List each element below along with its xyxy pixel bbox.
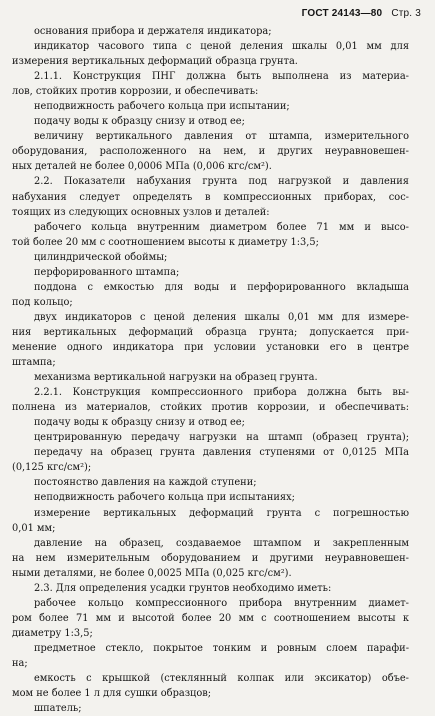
text-line: перфорированного штампа; bbox=[34, 266, 180, 278]
text-line: лов, стойких против коррозии, и обеспечивать: bbox=[12, 86, 259, 98]
text-line: менение одного индикатора при условии установки его в центре bbox=[12, 341, 409, 353]
text-line: ния вертикальных деформаций образца грунта; допускается при- bbox=[12, 326, 409, 338]
page-header bbox=[302, 8, 421, 19]
text-line: поддона с емкостью для воды и перфорированного вкладыша bbox=[34, 281, 409, 293]
text-line: неподвижность рабочего кольца при испытании; bbox=[34, 101, 290, 113]
text-line: ными деталями, не более 0,0025 МПа (0,025 кгс/см²). bbox=[12, 567, 292, 579]
text-line: неподвижность рабочего кольца при испытаниях; bbox=[34, 492, 295, 504]
text-line: мом не более 1 л для сушки образцов; bbox=[12, 688, 212, 700]
text-line: на; bbox=[12, 657, 28, 669]
text-line: цилиндрической обоймы; bbox=[34, 251, 168, 263]
text-line: 2.1.1. Конструкция ПНГ должна быть выполнена из материа- bbox=[34, 71, 409, 83]
text-line: набухания следует определять в компрессионных приборах, сос- bbox=[12, 191, 409, 203]
text-line: (0,125 кгс/см²); bbox=[12, 462, 92, 474]
text-line: под кольцо; bbox=[12, 296, 73, 308]
text-line: ных деталей не более 0,0006 МПа (0,006 кгс/см²). bbox=[12, 161, 272, 173]
text-line: двух индикаторов с ценой деления шкалы 0,01 мм для измере- bbox=[34, 311, 409, 323]
text-line: на нем измерительным оборудованием и другими неуравновешен- bbox=[12, 552, 409, 564]
text-line: 0,01 мм; bbox=[12, 522, 56, 534]
text-line: передачу на образец грунта давления ступенями от 0,0125 МПа bbox=[34, 447, 409, 459]
text-line: индикатор часового типа с ценой деления шкалы 0,01 мм для bbox=[34, 41, 409, 53]
text-line: подачу воды к образцу снизу и отвод ее; bbox=[34, 417, 245, 429]
body-text bbox=[12, 24, 409, 716]
text-line: измерения вертикальных деформаций образца грунта. bbox=[12, 56, 298, 68]
text-line: 2.2.1. Конструкция компрессионного прибора должна быть вы- bbox=[34, 387, 409, 399]
text-line: рабочего кольца внутренним диаметром более 71 мм и высо- bbox=[34, 221, 409, 233]
text-line: измерение вертикальных деформаций грунта с погрешностью bbox=[34, 507, 409, 519]
text-line: подачу воды к образцу снизу и отвод ее; bbox=[34, 116, 245, 128]
text-line: центрированную передачу нагрузки на штамп (образец грунта); bbox=[34, 432, 409, 444]
text-line: рабочее кольцо компрессионного прибора внутренним диамет- bbox=[34, 597, 409, 609]
text-line: полнена из материалов, стойких против коррозии, и обеспечивать: bbox=[12, 402, 409, 414]
text-line: шпатель; bbox=[34, 703, 82, 715]
text-line: оборудования, расположенного на нем, и других неуравновешен- bbox=[12, 146, 409, 158]
text-line: постоянство давления на каждой ступени; bbox=[34, 477, 257, 489]
text-line: 2.2. Показатели набухания грунта под нагрузкой и давления bbox=[34, 176, 409, 188]
text-line: предметное стекло, покрытое тонким и ровным слоем парафи- bbox=[34, 642, 409, 654]
text-line: основания прибора и держателя индикатора; bbox=[34, 26, 272, 37]
text-line: тоящих из следующих основных узлов и деталей: bbox=[12, 206, 270, 218]
text-line: величину вертикального давления от штампа, измерительного bbox=[34, 131, 409, 143]
text-line: ром более 71 мм и высотой более 20 мм с соотношением высоты к bbox=[12, 612, 409, 624]
text-line: давление на образец, создаваемое штампом и закрепленным bbox=[34, 537, 409, 549]
text-line: той более 20 мм с соотношением высоты к диаметру 1:3,5; bbox=[12, 236, 319, 248]
text-line: 2.3. Для определения усадки грунтов необходимо иметь: bbox=[34, 582, 332, 594]
text-line: механизма вертикальной нагрузки на образец грунта. bbox=[34, 372, 318, 384]
page-number: Стр. 3 bbox=[391, 8, 421, 19]
text-line: диаметру 1:3,5; bbox=[12, 627, 93, 639]
standard-number: ГОСТ 24143—80 bbox=[301, 8, 383, 19]
text-line: емкость с крышкой (стеклянный колпак или эксикатор) объе- bbox=[34, 673, 409, 685]
text-line: штампа; bbox=[12, 357, 56, 369]
